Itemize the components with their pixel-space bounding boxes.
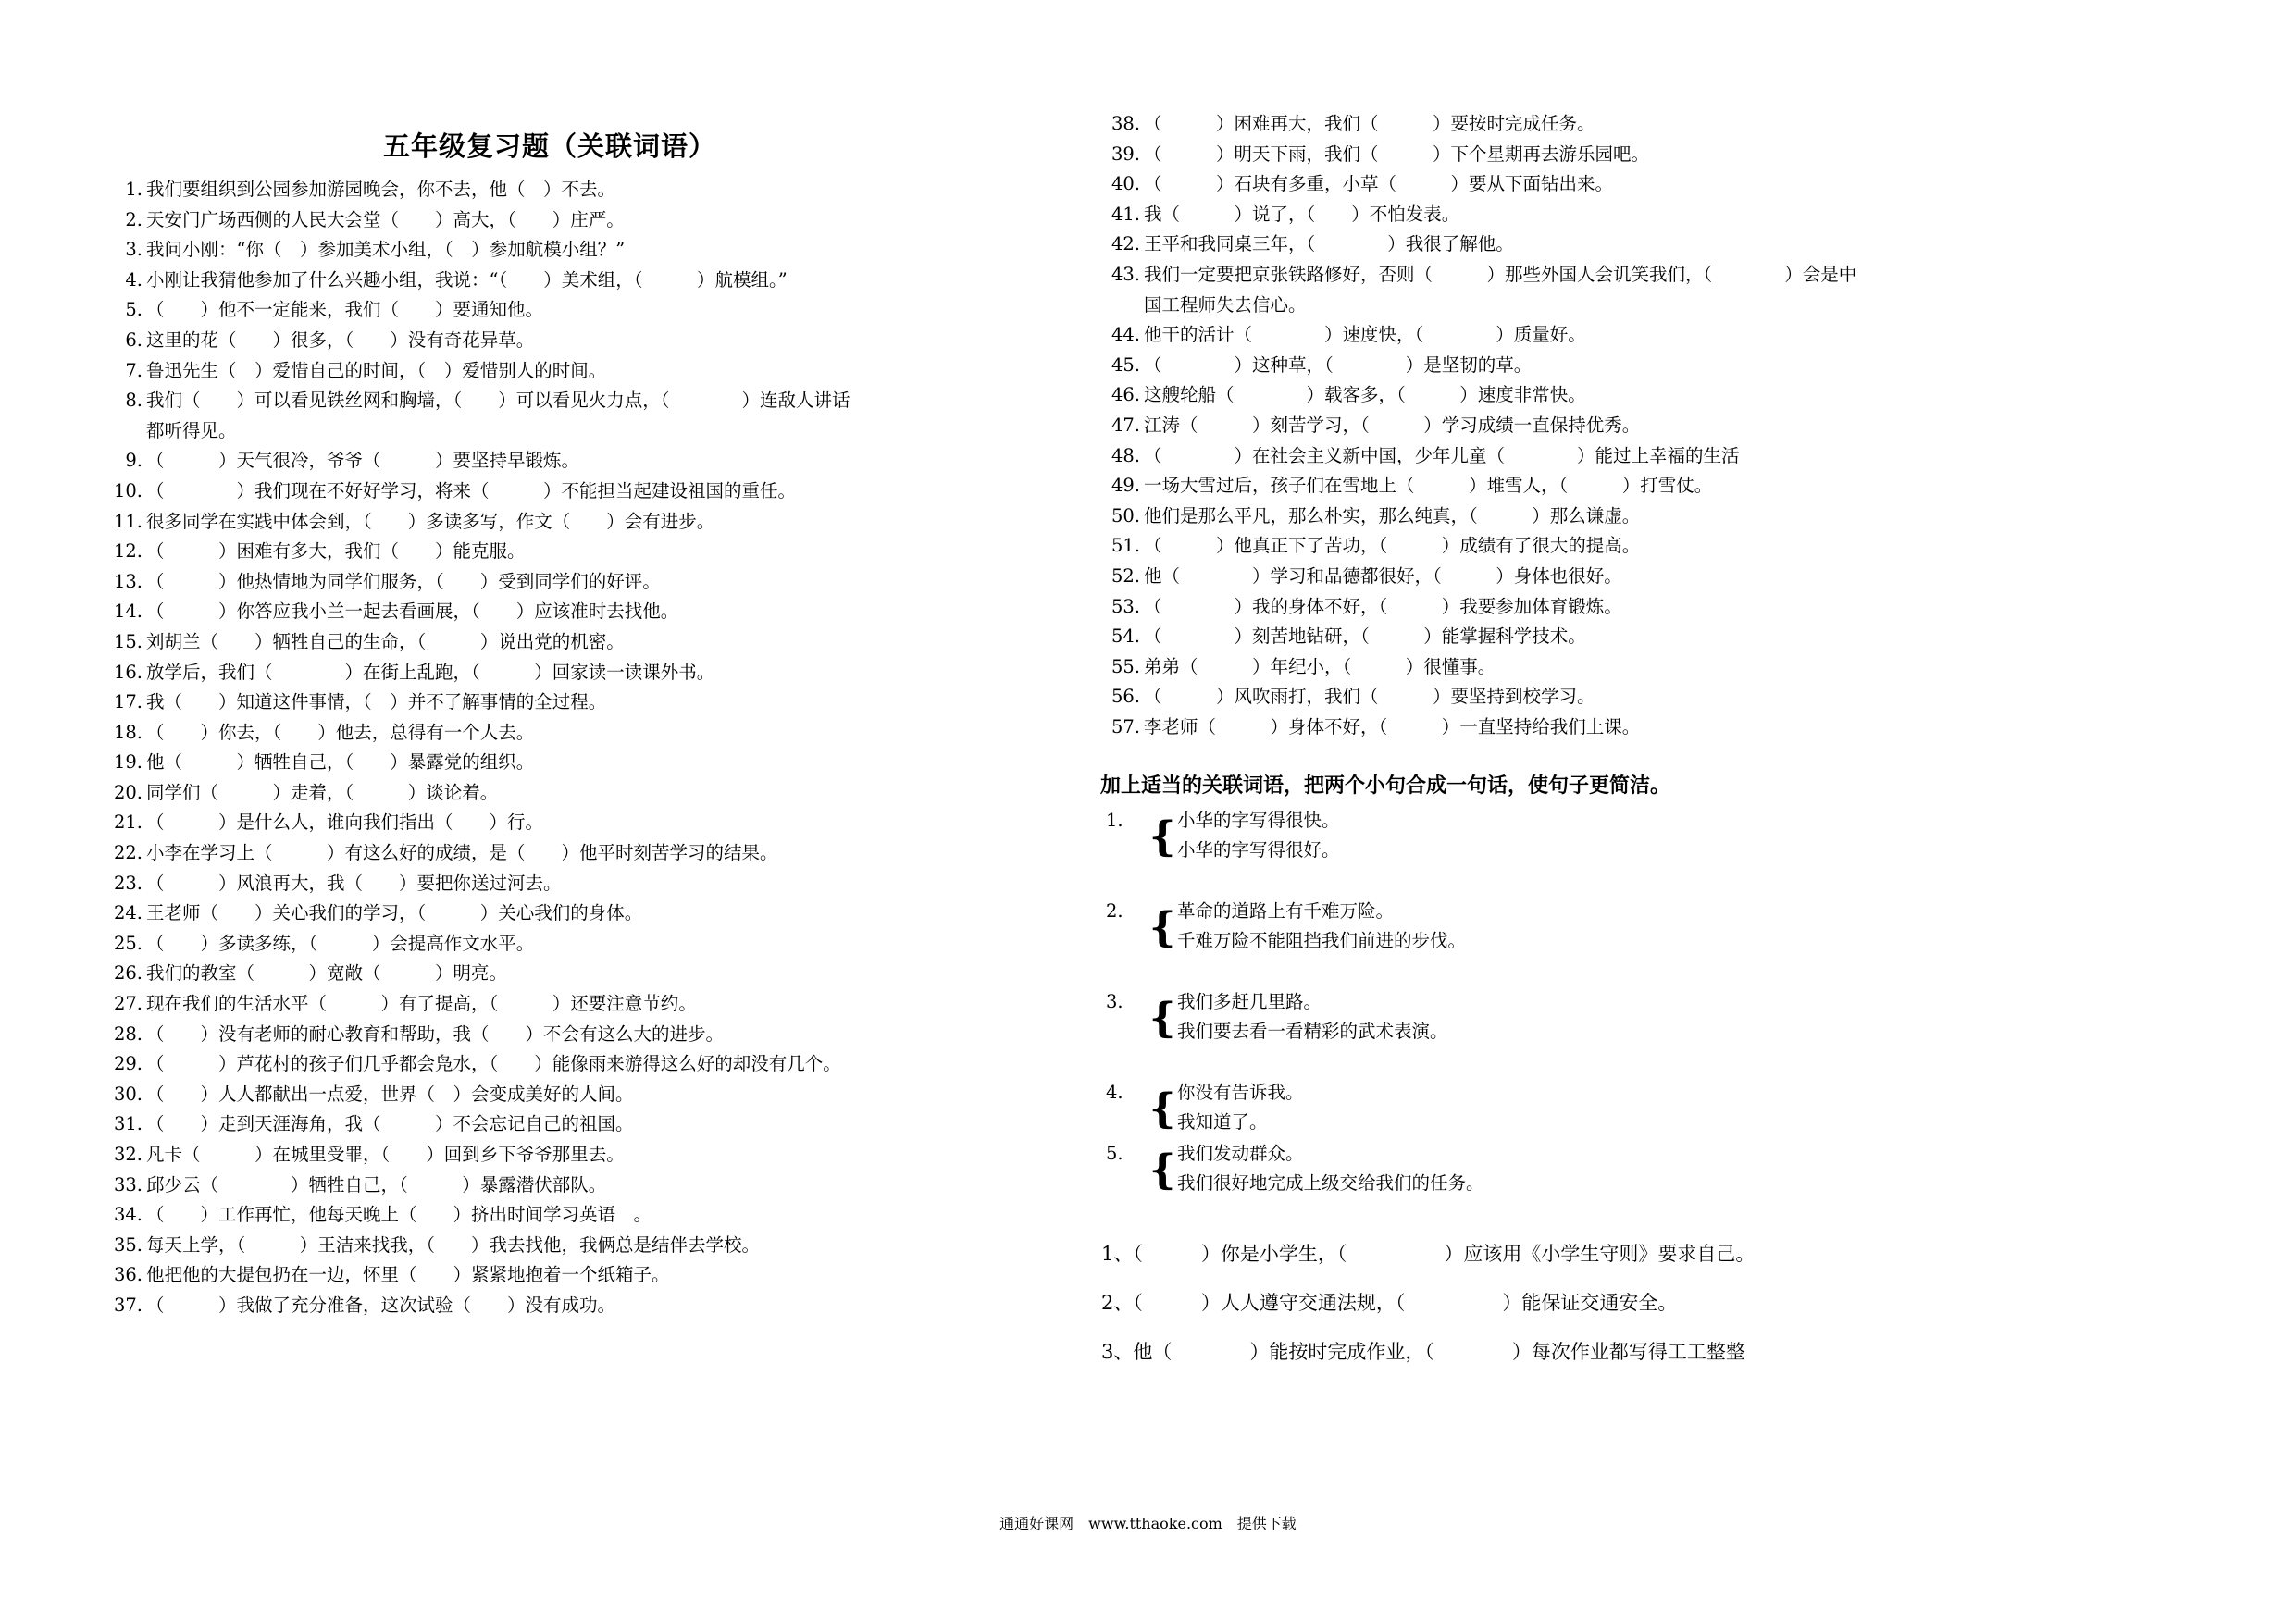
pair-number: 4. — [1106, 1082, 1123, 1104]
question-text: （ ）他真正下了苦功，（ ）成绩有了很大的提高。 — [1144, 535, 1641, 557]
question-item — [105, 1049, 1049, 1080]
question-text: 放学后，我们（ ）在街上乱跑，（ ）回家读一读课外书。 — [146, 661, 715, 683]
question-item — [1103, 140, 2214, 170]
question-text: 他（ ）学习和品德都很好，（ ）身体也很好。 — [1144, 564, 1622, 587]
question-item — [105, 446, 1049, 477]
question-number: 5. — [125, 299, 143, 321]
footer-credit: 通通好课网 www.tthaoke.com 提供下载 — [999, 1515, 1297, 1532]
question-text: （ ）多读多练，（ ）会提高作文水平。 — [146, 932, 535, 954]
question-number: 14. — [113, 601, 143, 623]
question-number: 41. — [1111, 203, 1140, 225]
extra-exercise-item: 3、他（ ）能按时完成作业，（ ）每次作业都写得工工整整 — [1101, 1341, 1745, 1364]
question-item — [105, 266, 1049, 296]
pair-lines — [1177, 897, 1466, 956]
question-text: （ ）是什么人，谁向我们指出（ ）行。 — [146, 812, 544, 834]
question-item — [105, 808, 1049, 838]
sentence-pair — [1103, 1078, 2214, 1139]
question-number: 51. — [1111, 535, 1140, 557]
question-number: 37. — [113, 1294, 143, 1316]
question-item — [1103, 531, 2214, 562]
question-number: 52. — [1111, 564, 1140, 587]
question-item — [1103, 622, 2214, 652]
question-item — [105, 507, 1049, 538]
question-number: 19. — [113, 751, 143, 774]
question-text: 现在我们的生活水平（ ）有了提高，（ ）还要注意节约。 — [146, 993, 697, 1015]
question-text: 每天上学，（ ）王洁来找我，（ ）我去找他，我俩总是结伴去学校。 — [146, 1233, 761, 1256]
question-number: 31. — [113, 1113, 143, 1135]
question-number: 34. — [113, 1204, 143, 1226]
question-number: 48. — [1111, 444, 1140, 466]
question-text: （ ）我的身体不好，（ ）我要参加体育锻炼。 — [1144, 595, 1622, 617]
brace-symbol: { — [1149, 1085, 1176, 1134]
question-text: 鲁迅先生（ ）爱惜自己的时间，（ ）爱惜别人的时间。 — [146, 359, 607, 381]
pair-number: 1. — [1106, 810, 1123, 832]
question-item — [1103, 502, 2214, 532]
question-number: 57. — [1111, 715, 1140, 737]
question-text: （ ）他不一定能来，我们（ ）要通知他。 — [146, 299, 544, 321]
question-number: 38. — [1111, 113, 1140, 134]
question-item — [1103, 351, 2214, 381]
question-number: 2. — [125, 208, 143, 230]
question-number: 22. — [113, 842, 143, 864]
question-item — [1103, 260, 2214, 291]
question-text: （ ）走到天涯海角，我（ ）不会忘记自己的祖国。 — [146, 1113, 634, 1135]
question-text: 我问小刚：“你（ ）参加美术小组，（ ）参加航模小组？” — [146, 239, 626, 261]
question-text: 他把他的大提包扔在一边，怀里（ ）紧紧地抱着一个纸箱子。 — [146, 1264, 670, 1286]
pair-line-2: 小华的字写得很好。 — [1177, 839, 1340, 861]
question-text: 邱少云（ ）牺牲自己，（ ）暴露潜伏部队。 — [146, 1173, 607, 1196]
question-text: 小李在学习上（ ）有这么好的成绩，是（ ）他平时刻苦学习的结果。 — [146, 842, 778, 864]
question-text: 我们要组织到公园参加游园晚会，你不去，他（ ）不去。 — [146, 179, 616, 200]
question-number: 46. — [1111, 384, 1140, 406]
question-item — [105, 929, 1049, 960]
question-item — [105, 748, 1049, 778]
question-list-right — [1103, 109, 2214, 742]
question-item — [105, 627, 1049, 658]
question-item — [1103, 441, 2214, 472]
sentence-pair — [1103, 987, 2214, 1078]
question-number: 13. — [113, 570, 143, 592]
question-item — [1103, 109, 2214, 140]
question-number: 23. — [113, 872, 143, 894]
question-item — [1103, 320, 2214, 351]
question-text: （ ）明天下雨，我们（ ）下个星期再去游乐园吧。 — [1144, 142, 1650, 165]
question-number: 39. — [1111, 142, 1140, 165]
question-number: 45. — [1111, 353, 1140, 376]
question-text: 江涛（ ）刻苦学习，（ ）学习成绩一直保持优秀。 — [1144, 414, 1641, 436]
question-text: （ ）你答应我小兰一起去看画展，（ ）应该准时去找他。 — [146, 601, 679, 623]
question-item — [105, 869, 1049, 899]
question-text: （ ）人人都献出一点爱，世界（ ）会变成美好的人间。 — [146, 1083, 634, 1105]
question-number: 28. — [113, 1022, 143, 1045]
question-continuation — [105, 416, 1049, 447]
question-item — [105, 477, 1049, 507]
question-number: 30. — [113, 1083, 143, 1105]
question-text: （ ）这种草，（ ）是坚韧的草。 — [1144, 353, 1533, 376]
question-item — [105, 597, 1049, 627]
question-number: 3. — [125, 239, 143, 261]
sentence-pair — [1103, 1139, 2214, 1230]
question-item — [105, 658, 1049, 688]
question-item — [105, 898, 1049, 929]
question-text: （ ）天气很冷，爷爷（ ）要坚持早锻炼。 — [146, 450, 580, 472]
question-text: 他们是那么平凡，那么朴实，那么纯真，（ ）那么谦虚。 — [1144, 504, 1641, 527]
question-number: 12. — [113, 540, 143, 563]
left-column — [105, 117, 1049, 1321]
question-number: 36. — [113, 1264, 143, 1286]
question-text: （ ）困难有多大，我们（ ）能克服。 — [146, 540, 526, 563]
page-title: 五年级复习题（关联词语） — [382, 130, 716, 162]
question-text: （ ）没有老师的耐心教育和帮助，我（ ）不会有这么大的进步。 — [146, 1022, 725, 1045]
question-text: 天安门广场西侧的人民大会堂（ ）高大，（ ）庄严。 — [146, 208, 625, 230]
question-text: 小刚让我猜他参加了什么兴趣小组，我说：“（ ）美术组，（ ）航模组。” — [146, 268, 788, 291]
question-text: （ ）我做了充分准备，这次试验（ ）没有成功。 — [146, 1294, 616, 1316]
question-number: 18. — [113, 721, 143, 743]
brace-symbol: { — [1149, 904, 1176, 952]
question-item — [1103, 169, 2214, 200]
question-number: 42. — [1111, 233, 1140, 255]
extra-exercise-item: 2、（ ）人人遵守交通法规，（ ）能保证交通安全。 — [1101, 1292, 1678, 1315]
question-item — [1103, 562, 2214, 592]
question-number: 35. — [113, 1233, 143, 1256]
question-item — [105, 1171, 1049, 1201]
question-text: 李老师（ ）身体不好，（ ）一直坚持给我们上课。 — [1144, 715, 1641, 737]
question-number: 54. — [1111, 626, 1140, 648]
question-number: 20. — [113, 781, 143, 803]
question-text: 同学们（ ）走着，（ ）谈论着。 — [146, 781, 499, 803]
question-number: 11. — [113, 510, 143, 532]
question-item — [105, 989, 1049, 1020]
question-number: 7. — [125, 359, 143, 381]
question-text: 他干的活计（ ）速度快，（ ）质量好。 — [1144, 324, 1586, 346]
question-item — [1103, 592, 2214, 623]
question-text: 都听得见。 — [146, 419, 237, 441]
question-text: （ ）困难再大，我们（ ）要按时完成任务。 — [1144, 113, 1595, 134]
question-item — [105, 326, 1049, 356]
question-text: 我（ ）知道这件事情，（ ）并不了解事情的全过程。 — [146, 691, 607, 713]
question-text: 他（ ）牺牲自己，（ ）暴露党的组织。 — [146, 751, 535, 774]
question-item — [1103, 411, 2214, 441]
sentence-pair — [1103, 806, 2214, 897]
question-text: （ ）工作再忙，他每天晚上（ ）挤出时间学习英语 。 — [146, 1204, 652, 1226]
question-number: 26. — [113, 962, 143, 985]
question-item — [105, 718, 1049, 749]
right-column — [1100, 109, 2214, 1377]
question-item — [1103, 380, 2214, 411]
question-item — [105, 1109, 1049, 1140]
pair-line-2: 我们要去看一看精彩的武术表演。 — [1177, 1021, 1448, 1043]
question-number: 16. — [113, 661, 143, 683]
question-text: 我（ ）说了，（ ）不怕发表。 — [1144, 203, 1460, 225]
question-text: 王平和我同桌三年，（ ）我很了解他。 — [1144, 233, 1514, 255]
pair-lines — [1177, 806, 1340, 865]
question-item — [105, 386, 1049, 416]
question-number: 43. — [1111, 263, 1140, 285]
question-item — [105, 205, 1049, 236]
question-text: （ ）风浪再大，我（ ）要把你送过河去。 — [146, 872, 562, 894]
question-text: 很多同学在实践中体会到，（ ）多读多写，作文（ ）会有进步。 — [146, 510, 715, 532]
question-text: 这里的花（ ）很多，（ ）没有奇花异草。 — [146, 328, 535, 351]
question-text: （ ）在社会主义新中国，少年儿童（ ）能过上幸福的生活 — [1144, 444, 1740, 466]
question-text: （ ）他热情地为同学们服务，（ ）受到同学们的好评。 — [146, 570, 661, 592]
question-number: 29. — [113, 1053, 143, 1075]
question-number: 6. — [125, 328, 143, 351]
question-item — [1103, 471, 2214, 502]
question-number: 9. — [125, 450, 143, 472]
question-text: 我们（ ）可以看见铁丝网和胸墙，（ ）可以看见火力点，（ ）连敌人讲话 — [146, 390, 850, 412]
question-item — [105, 1260, 1049, 1291]
sentence-pair — [1103, 897, 2214, 987]
extra-exercise-list — [1103, 1230, 2214, 1377]
question-continuation — [1103, 291, 2214, 321]
question-number: 8. — [125, 390, 143, 412]
question-list-left — [105, 175, 1049, 1321]
question-number: 40. — [1111, 173, 1140, 195]
brace-symbol: { — [1149, 995, 1176, 1043]
question-text: 我们的教室（ ）宽敞（ ）明亮。 — [146, 962, 508, 985]
question-text: 刘胡兰（ ）牺牲自己的生命，（ ）说出党的机密。 — [146, 630, 625, 652]
question-text: 弟弟（ ）年纪小，（ ）很懂事。 — [1144, 655, 1496, 677]
question-item — [1103, 712, 2214, 743]
question-item — [105, 295, 1049, 326]
question-text: 我们一定要把京张铁路修好，否则（ ）那些外国人会讥笑我们，（ ）会是中 — [1144, 263, 1857, 285]
question-text: （ ）你去，（ ）他去，总得有一个人去。 — [146, 721, 535, 743]
question-item — [105, 1140, 1049, 1171]
sentence-pair-list — [1103, 806, 2214, 1230]
question-text: 王老师（ ）关心我们的学习，（ ）关心我们的身体。 — [146, 902, 643, 924]
question-text: （ ）风吹雨打，我们（ ）要坚持到校学习。 — [1144, 686, 1595, 708]
question-item — [105, 1020, 1049, 1050]
question-item — [105, 356, 1049, 387]
question-item — [105, 175, 1049, 205]
question-item — [105, 838, 1049, 869]
question-number: 1. — [125, 179, 143, 200]
question-item — [1103, 682, 2214, 712]
pair-lines — [1177, 1078, 1304, 1137]
question-number: 55. — [1111, 655, 1140, 677]
question-number: 10. — [113, 479, 143, 502]
question-text: 一场大雪过后，孩子们在雪地上（ ）堆雪人，（ ）打雪仗。 — [1144, 475, 1713, 497]
pair-number: 5. — [1106, 1143, 1123, 1165]
question-text: 国工程师失去信心。 — [1144, 293, 1307, 316]
question-item — [105, 1291, 1049, 1321]
question-number: 49. — [1111, 475, 1140, 497]
question-number: 25. — [113, 932, 143, 954]
question-number: 15. — [113, 630, 143, 652]
brace-symbol: { — [1149, 1146, 1176, 1195]
pair-number: 2. — [1106, 900, 1123, 923]
question-item — [105, 567, 1049, 598]
question-item — [105, 537, 1049, 567]
question-number: 50. — [1111, 504, 1140, 527]
question-number: 44. — [1111, 324, 1140, 346]
pair-line-1: 我们发动群众。 — [1177, 1143, 1304, 1165]
question-number: 32. — [113, 1144, 143, 1165]
question-item — [105, 778, 1049, 809]
question-number: 47. — [1111, 414, 1140, 436]
question-number: 24. — [113, 902, 143, 924]
question-item — [1103, 652, 2214, 683]
pair-line-2: 我知道了。 — [1177, 1111, 1268, 1134]
question-number: 4. — [125, 268, 143, 291]
question-number: 33. — [113, 1173, 143, 1196]
question-item — [105, 959, 1049, 989]
question-text: （ ）我们现在不好好学习，将来（ ）不能担当起建设祖国的重任。 — [146, 479, 797, 502]
pair-lines — [1177, 987, 1448, 1047]
pair-line-2: 我们很好地完成上级交给我们的任务。 — [1177, 1172, 1484, 1195]
question-number: 53. — [1111, 595, 1140, 617]
question-item — [105, 235, 1049, 266]
question-item — [105, 688, 1049, 718]
question-number: 56. — [1111, 686, 1140, 708]
question-text: 这艘轮船（ ）载客多，（ ）速度非常快。 — [1144, 384, 1586, 406]
pair-line-1: 小华的字写得很快。 — [1177, 810, 1340, 832]
extra-exercise-item: 1、（ ）你是小学生，（ ）应该用《小学生守则》要求自己。 — [1101, 1243, 1756, 1266]
pair-line-2: 千难万险不能阻挡我们前进的步伐。 — [1177, 930, 1467, 952]
question-item — [1103, 229, 2214, 260]
pair-line-1: 我们多赶几里路。 — [1177, 991, 1322, 1013]
question-number: 21. — [113, 812, 143, 834]
pair-lines — [1177, 1139, 1484, 1198]
question-number: 17. — [113, 691, 143, 713]
pair-number: 3. — [1106, 991, 1123, 1013]
question-item — [105, 1200, 1049, 1231]
question-item — [1103, 200, 2214, 230]
pair-line-1: 你没有告诉我。 — [1177, 1082, 1304, 1104]
question-text: （ ）芦花村的孩子们几乎都会凫水，（ ）能像雨来游得这么好的却没有几个。 — [146, 1053, 841, 1075]
brace-symbol: { — [1149, 813, 1176, 861]
pair-line-1: 革命的道路上有千难万险。 — [1177, 900, 1395, 923]
section-heading: 加上适当的关联词语，把两个小句合成一句话，使句子更简洁。 — [1100, 774, 1671, 799]
question-number: 27. — [113, 993, 143, 1015]
question-text: （ ）刻苦地钻研，（ ）能掌握科学技术。 — [1144, 626, 1586, 648]
question-item — [105, 1231, 1049, 1261]
question-text: （ ）石块有多重，小草（ ）要从下面钻出来。 — [1144, 173, 1614, 195]
question-item — [105, 1080, 1049, 1110]
question-text: 凡卡（ ）在城里受罪，（ ）回到乡下爷爷那里去。 — [146, 1144, 625, 1165]
